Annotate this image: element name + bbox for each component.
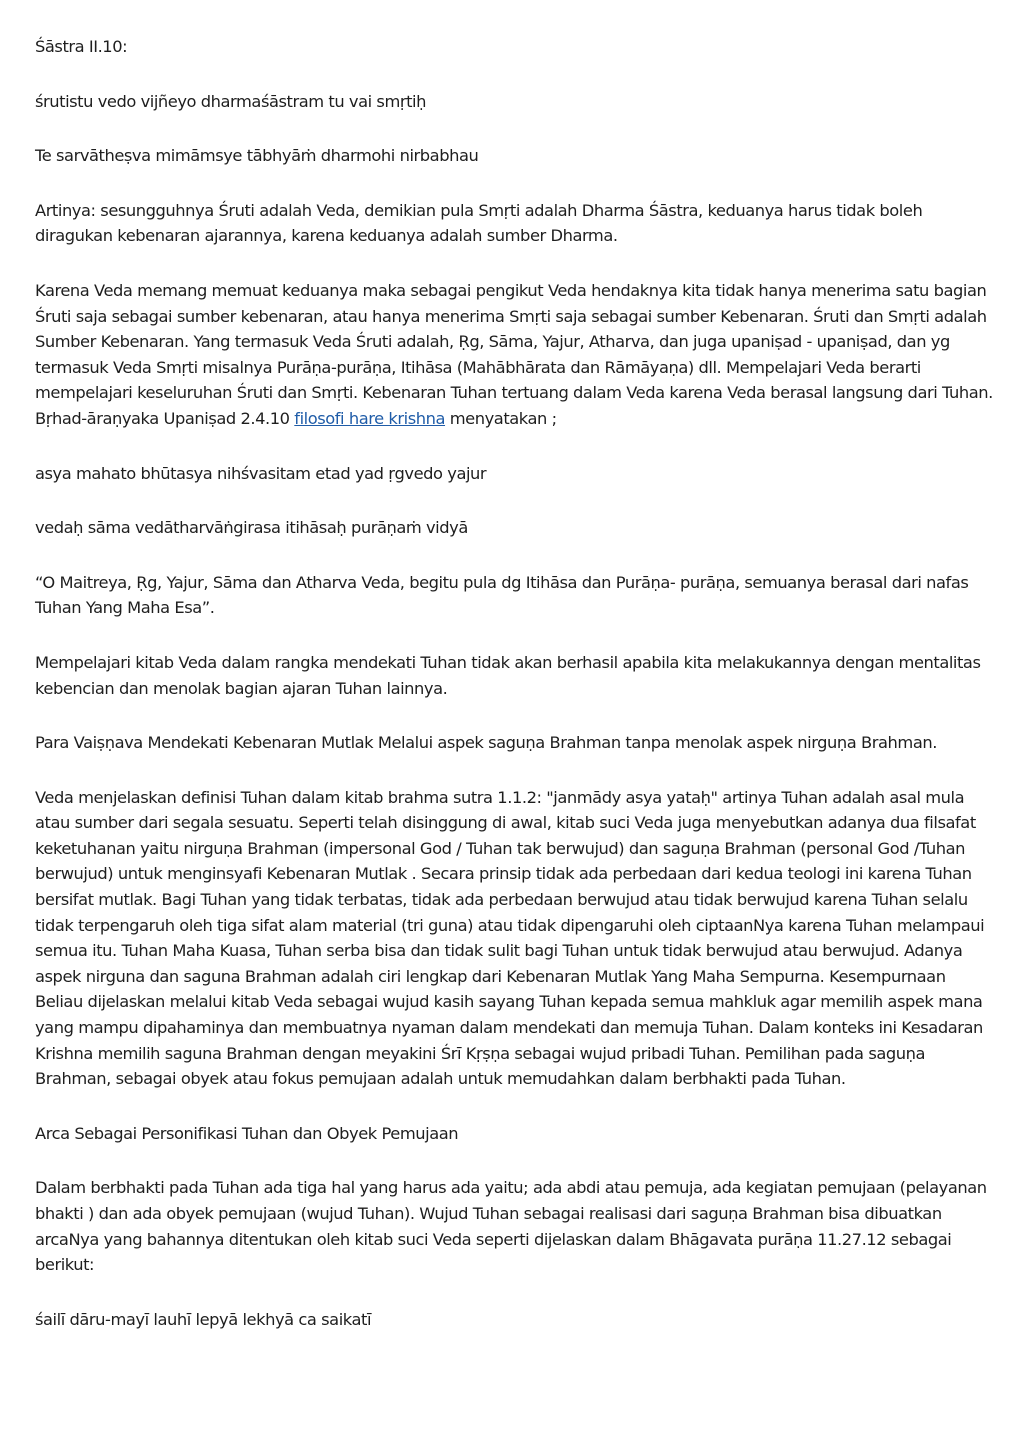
verse-reference: Śāstra II.10: <box>35 37 128 56</box>
verse-line-3: asya mahato bhūtasya nihśvasitam etad yad ṛgvedo yajur <box>35 463 487 483</box>
subheading-arca: Arca Sebagai Personifikasi Tuhan dan Obyek Pemujaan <box>35 1123 459 1143</box>
paragraph-bhakti: Dalam berbhakti pada Tuhan ada tiga hal yang harus ada yaitu; ada abdi atau pemuja, ada kegiatan pemujaan (pelayanan bhakti ) dan ada obyek pemujaan (wujud Tuhan). Wujud Tuhan sebagai realisasi dari saguṇa Brahman bisa dibuatkan arcaNya yang bahannya ditentukan oleh kitab suci Veda seperti dijelaskan dalam Bhāgavata purāṇa 11.27.12 sebagai berikut: <box>35 1178 987 1275</box>
paragraph-text: Karena Veda memang memuat keduanya maka sebagai pengikut Veda hendaknya kita tidak hanya menerima satu bagian Śruti saja sebagai sumber kebenaran, atau hanya menerima Smṛti saja sebagai sumber Kebenaran. Śruti dan Smṛti adalah Sumber Kebenaran. Yang termasuk Veda Śruti adalah, Ṛg, Sāma, Yajur, Atharva, dan juga upaniṣad - upaniṣad, dan yg termasuk Veda Smṛti misalnya Purāṇa-purāṇa, Itihāsa (Mahābhārata dan Rāmāyaṇa) dll. Mempelajari Veda berarti mempelajari keseluruhan Śruti dan Smṛti. Kebenaran Tuhan tertuang dalam Veda karena Veda berasal langsung dari Tuhan. Bṛhad-āraṇyaka Upaniṣad 2.4.10 <box>35 280 993 428</box>
verse-translation: Artinya: sesungguhnya Śruti adalah Veda, demikian pula Smṛti adalah Dharma Śāstra, keduanya harus tidak boleh diragukan kebenaran ajarannya, karena keduanya adalah sumber Dharma. <box>35 200 923 246</box>
paragraph-definition: Veda menjelaskan definisi Tuhan dalam kitab brahma sutra 1.1.2: "janmādy asya yataḥ" artinya Tuhan adalah asal mula atau sumber dari segala sesuatu. Seperti telah disinggung di awal, kitab suci Veda juga menyebutkan adanya dua filsafat keketuhanan yaitu nirguṇa Brahman (impersonal God / Tuhan tak berwujud) dan saguṇa Brahman (personal God /Tuhan berwujud) untuk menginsyafi Kebenaran Mutlak . Secara prinsip tidak ada perbedaan dari kedua teologi ini karena Tuhan bersifat mutlak. Bagi Tuhan yang tidak terbatas, tidak ada perbedaan berwujud atau tidak berwujud karena Tuhan selalu tidak terpengaruh oleh tiga sifat alam material (tri guna) atau tidak dipengaruhi oleh ciptaanNya karena Tuhan melampaui semua itu. Tuhan Maha Kuasa, Tuhan serba bisa dan tidak sulit bagi Tuhan untuk tidak berwujud atau berwujud. Adanya aspek nirguna dan saguna Brahman adalah ciri lengkap dari Kebenaran Mutlak Yang Maha Sempurna. Kesempurnaan Beliau dijelaskan melalui kitab Veda sebagai wujud kasih sayang Tuhan kepada semua mahkluk agar memilih aspek mana yang mampu dipahaminya dan membuatnya nyaman dalam mendekati dan memuja Tuhan. Dalam konteks ini Kesadaran Krishna memilih saguna Brahman dengan meyakini Śrī Kṛṣṇa sebagai wujud pribadi Tuhan. Pemilihan pada saguṇa Brahman, sebagai obyek atau fokus pemujaan adalah untuk memudahkan dalam berbhakti pada Tuhan. <box>35 787 985 1089</box>
verse-line-5: śailī dāru-mayī lauhī lepyā lekhyā ca saikatī <box>35 1309 372 1329</box>
verse-line-2: Te sarvātheṣva mimāmsye tābhyāṁ dharmohi nirbabhau <box>35 146 479 166</box>
paragraph-text-tail: menyatakan ; <box>445 408 557 428</box>
filosofi-hare-krishna-link[interactable]: filosofi hare krishna <box>294 408 446 428</box>
verse-line-4: vedaḥ sāma vedātharvāṅgirasa itihāsaḥ purāṇaṁ vidyā <box>35 518 468 538</box>
paragraph-mentality: Mempelajari kitab Veda dalam rangka mendekati Tuhan tidak akan berhasil apabila kita melakukannya dengan mentalitas kebencian dan menolak bagian ajaran Tuhan lainnya. <box>35 652 981 698</box>
verse-line-1: śrutistu vedo vijñeyo dharmaśāstram tu vai smṛtiḥ <box>35 91 426 111</box>
verse-translation-2: “O Maitreya, Ṛg, Yajur, Sāma dan Atharva Veda, begitu pula dg Itihāsa dan Purāṇa- purāṇa, semuanya berasal dari nafas Tuhan Yang Maha Esa”. <box>35 572 969 618</box>
subheading-vaisnava: Para Vaiṣṇava Mendekati Kebenaran Mutlak Melalui aspek saguṇa Brahman tanpa menolak aspek nirguṇa Brahman. <box>35 733 937 753</box>
paragraph-sruti-smrti <box>35 278 993 432</box>
document-body <box>35 34 993 1361</box>
